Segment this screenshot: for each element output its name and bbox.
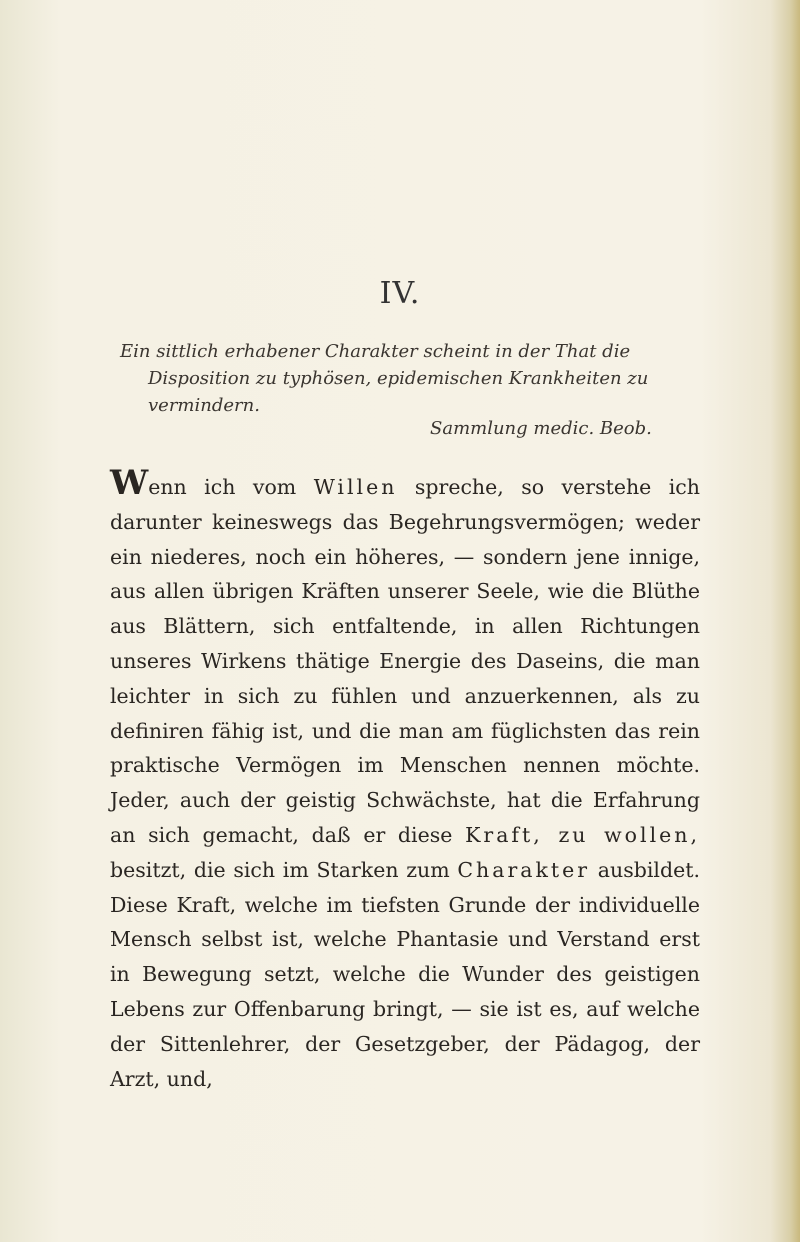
body-text [110, 463, 700, 1096]
text-segment: enn ich vom [148, 475, 314, 499]
text-segment: besitzt, die sich im Starken zum [110, 857, 458, 882]
text-segment: spreche, so verstehe ich darunter keineswegs das Begehrungsvermögen; weder ein niederes, noch ein höheres, — sondern jene innige, aus allen übrigen Kräften unserer Seele, wie die Blüthe aus Blättern, sich entfaltende, in allen Richtungen unseres Wirkens thätige Energie des Daseins, die man leichter in sich zu fühlen und anzuerkennen, als zu definiren fähig ist, und die man am füglichsten das rein praktische Vermögen im Menschen nennen möchte. Jeder, auch der geistig Schwächste, hat die Erfahrung an sich gemacht, daß er diese [110, 475, 700, 847]
epigraph [120, 338, 680, 419]
drop-cap: W [110, 463, 149, 503]
emphasis-kraft: Kraft, zu wollen, [465, 822, 700, 847]
paragraph [110, 463, 700, 1096]
emphasis-willen: Willen [313, 475, 398, 499]
page-number: IV. [379, 276, 421, 311]
epigraph-source: Sammlung medic. Beob. [430, 418, 652, 439]
epigraph-text: Ein sittlich erhabener Charakter scheint in der That die Disposition zu typhösen, epidemischen Krankheiten zu vermindern. [120, 341, 649, 416]
emphasis-charakter: Charakter [457, 857, 591, 882]
text-segment: ausbildet. Diese Kraft, welche im tiefsten Grunde der individuelle Mensch selbst ist, welche Phantasie und Verstand erst in Bewegung setzt, welche die Wunder des geistigen Lebens zur Offenbarung bringt, — sie ist es, auf welche der Sittenlehrer, der Gesetzgeber, der Pädagog, der Arzt, und, [110, 857, 700, 1091]
